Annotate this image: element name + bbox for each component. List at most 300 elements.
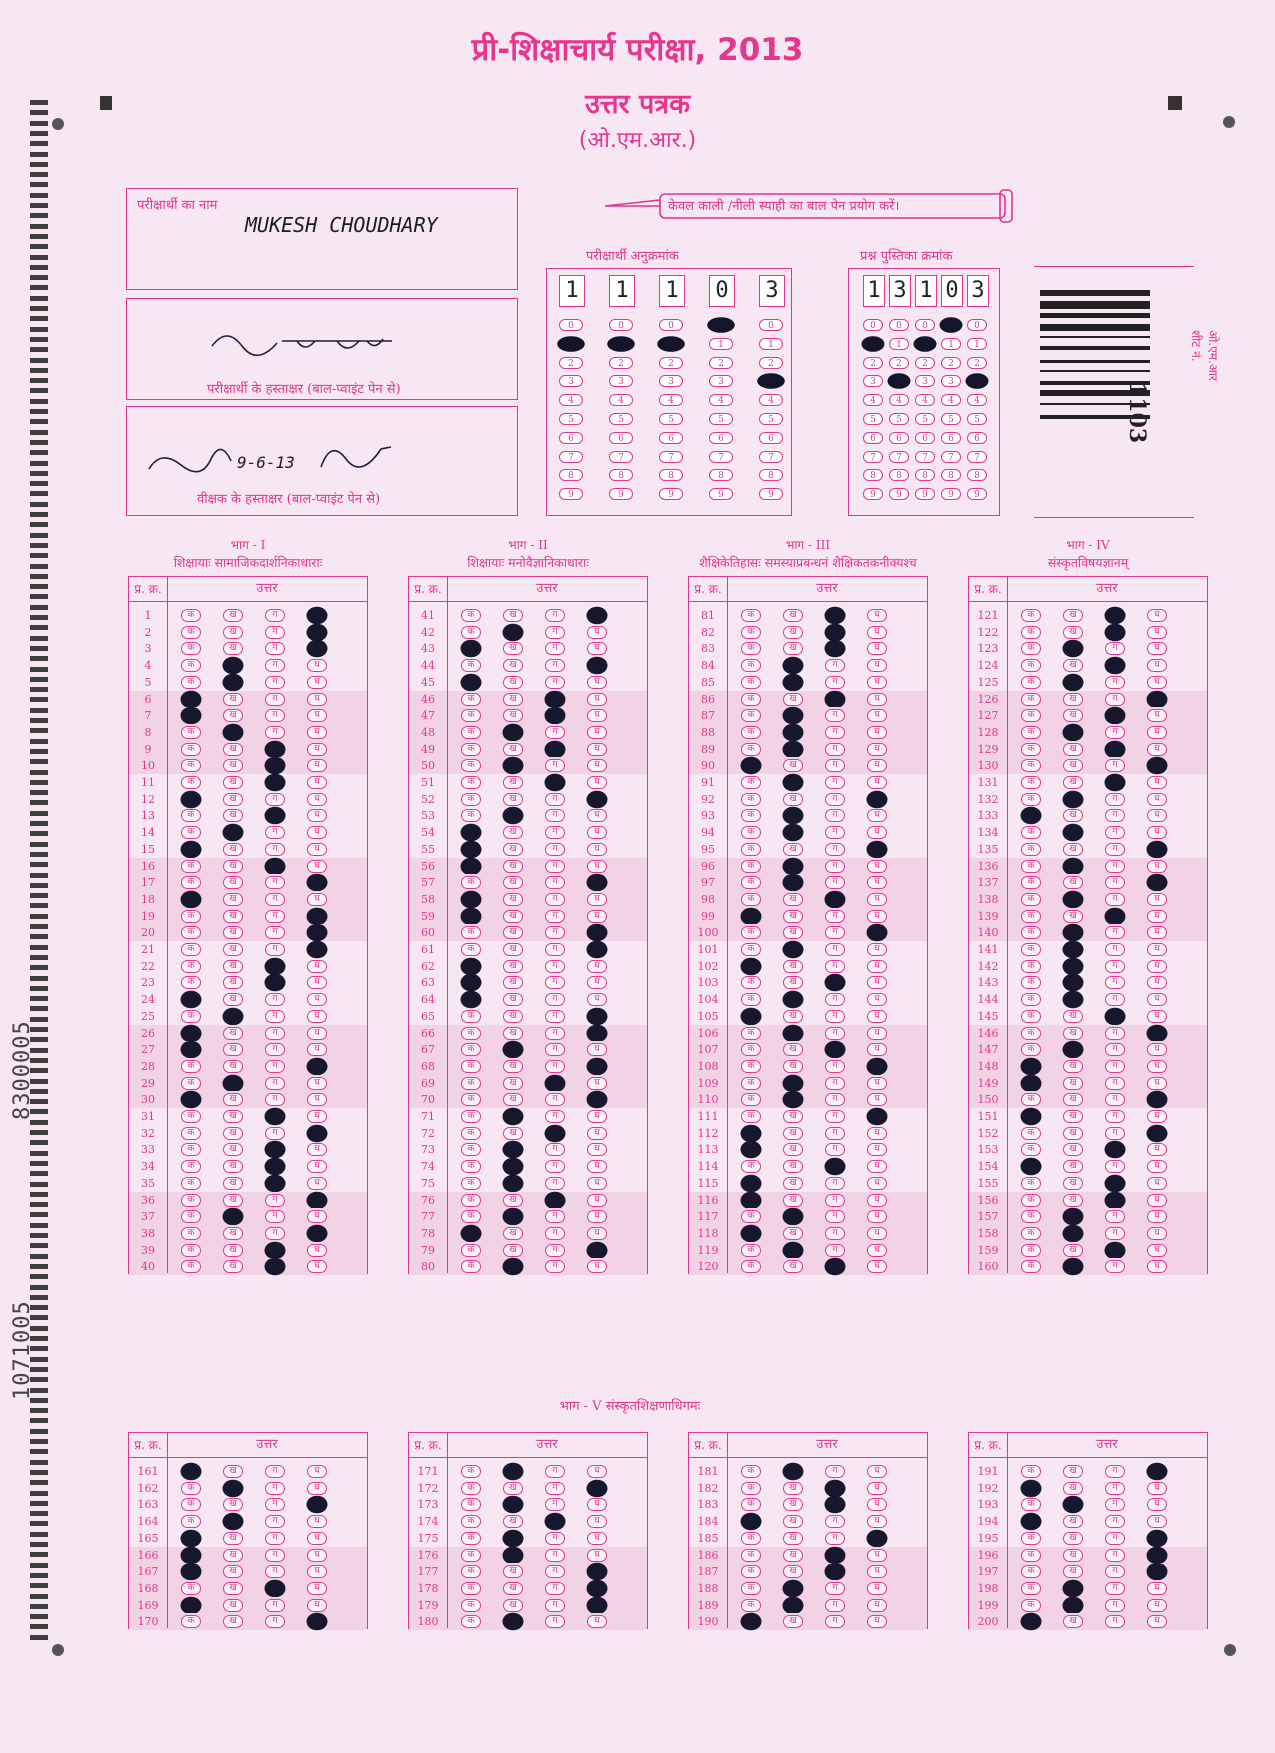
answer-bubble[interactable]: घ xyxy=(307,1058,328,1076)
answer-bubble[interactable]: ग xyxy=(1105,1549,1125,1562)
answer-bubble[interactable]: घ xyxy=(1147,910,1167,923)
answer-bubble[interactable]: क xyxy=(1021,1093,1041,1106)
answer-bubble[interactable]: घ xyxy=(307,676,327,689)
digit-bubble[interactable]: 9 xyxy=(659,488,683,500)
answer-bubble[interactable]: ख xyxy=(503,1060,523,1073)
digit-bubble[interactable]: 2 xyxy=(941,357,961,369)
answer-bubble[interactable]: ग xyxy=(265,1465,285,1478)
answer-bubble[interactable]: क xyxy=(461,1194,481,1207)
answer-bubble[interactable]: घ xyxy=(1147,1582,1167,1595)
answer-bubble[interactable]: क xyxy=(741,1093,761,1106)
digit-bubble[interactable]: 6 xyxy=(609,432,633,444)
answer-bubble[interactable]: ख xyxy=(783,707,804,725)
answer-bubble[interactable]: ग xyxy=(545,1565,565,1578)
answer-bubble[interactable]: क xyxy=(741,1077,761,1090)
digit-bubble[interactable]: 3 xyxy=(559,375,583,387)
answer-bubble[interactable]: ग xyxy=(265,1580,286,1598)
answer-bubble[interactable]: ग xyxy=(1105,1260,1125,1273)
answer-bubble[interactable]: ख xyxy=(783,857,804,875)
answer-bubble[interactable]: ख xyxy=(223,1513,244,1531)
answer-bubble[interactable]: घ xyxy=(1147,1463,1168,1481)
digit-bubble[interactable]: 8 xyxy=(659,469,683,481)
answer-bubble[interactable]: ग xyxy=(1105,943,1125,956)
answer-bubble[interactable]: क xyxy=(461,809,481,822)
answer-bubble[interactable]: क xyxy=(1021,876,1041,889)
answer-bubble[interactable]: ख xyxy=(783,991,804,1009)
digit-bubble[interactable]: 6 xyxy=(915,432,935,444)
answer-bubble[interactable]: घ xyxy=(1147,1546,1168,1564)
answer-bubble[interactable]: ख xyxy=(783,1532,803,1545)
answer-bubble[interactable]: क xyxy=(1021,843,1041,856)
answer-bubble[interactable]: क xyxy=(1021,1244,1041,1257)
answer-bubble[interactable]: ख xyxy=(223,759,243,772)
digit-bubble[interactable]: 2 xyxy=(559,357,583,369)
answer-bubble[interactable]: ग xyxy=(1105,726,1125,739)
digit-bubble[interactable]: 3 xyxy=(915,375,935,387)
answer-bubble[interactable]: ख xyxy=(1063,1482,1083,1495)
answer-bubble[interactable]: ख xyxy=(223,976,243,989)
answer-bubble[interactable]: घ xyxy=(587,657,608,675)
answer-bubble[interactable]: ग xyxy=(265,1010,285,1023)
answer-bubble[interactable]: ख xyxy=(223,1160,243,1173)
answer-bubble[interactable]: ख xyxy=(223,724,244,742)
answer-bubble[interactable]: ग xyxy=(825,809,845,822)
answer-bubble[interactable]: ग xyxy=(545,1110,565,1123)
digit-bubble[interactable]: 3 xyxy=(757,374,785,390)
answer-bubble[interactable]: ख xyxy=(1063,1027,1083,1040)
answer-bubble[interactable]: ख xyxy=(223,960,243,973)
answer-bubble[interactable]: ख xyxy=(503,807,524,825)
answer-bubble[interactable]: क xyxy=(461,907,482,925)
answer-bubble[interactable]: घ xyxy=(587,1580,608,1598)
answer-bubble[interactable]: घ xyxy=(1147,960,1167,973)
answer-bubble[interactable]: घ xyxy=(867,790,888,808)
answer-bubble[interactable]: ग xyxy=(825,891,846,909)
answer-bubble[interactable]: घ xyxy=(867,1043,887,1056)
answer-bubble[interactable]: ख xyxy=(223,1194,243,1207)
answer-bubble[interactable]: ग xyxy=(825,843,845,856)
digit-bubble[interactable]: 5 xyxy=(559,413,583,425)
answer-bubble[interactable]: क xyxy=(461,1582,481,1595)
answer-bubble[interactable]: क xyxy=(181,1127,201,1140)
answer-bubble[interactable]: घ xyxy=(307,1496,328,1514)
answer-bubble[interactable]: घ xyxy=(867,709,887,722)
answer-bubble[interactable]: क xyxy=(181,776,201,789)
answer-bubble[interactable]: घ xyxy=(587,676,607,689)
answer-bubble[interactable]: ग xyxy=(1105,893,1125,906)
answer-bubble[interactable]: घ xyxy=(307,759,327,772)
answer-bubble[interactable]: ख xyxy=(1063,924,1084,942)
answer-bubble[interactable]: घ xyxy=(867,1027,887,1040)
answer-bubble[interactable]: घ xyxy=(867,1615,887,1628)
answer-bubble[interactable]: घ xyxy=(587,709,607,722)
answer-bubble[interactable]: घ xyxy=(307,607,328,625)
answer-bubble[interactable]: घ xyxy=(587,607,608,625)
answer-bubble[interactable]: ख xyxy=(1063,743,1083,756)
digit-bubble[interactable]: 5 xyxy=(967,413,987,425)
answer-bubble[interactable]: क xyxy=(181,1515,201,1528)
answer-bubble[interactable]: ग xyxy=(265,826,285,839)
digit-bubble[interactable]: 4 xyxy=(863,394,883,406)
answer-bubble[interactable]: ग xyxy=(1105,657,1126,675)
answer-bubble[interactable]: ग xyxy=(545,1465,565,1478)
answer-bubble[interactable]: घ xyxy=(867,876,887,889)
answer-bubble[interactable]: क xyxy=(181,707,202,725)
answer-bubble[interactable]: ग xyxy=(545,1582,565,1595)
answer-bubble[interactable]: ग xyxy=(1105,976,1125,989)
answer-bubble[interactable]: घ xyxy=(1147,926,1167,939)
answer-bubble[interactable]: घ xyxy=(587,1260,607,1273)
answer-bubble[interactable]: ग xyxy=(265,1108,286,1126)
answer-bubble[interactable]: घ xyxy=(867,1010,887,1023)
answer-bubble[interactable]: ग xyxy=(265,957,286,975)
answer-bubble[interactable]: क xyxy=(1021,1565,1041,1578)
digit-bubble[interactable]: 2 xyxy=(709,357,733,369)
answer-bubble[interactable]: ग xyxy=(1105,826,1125,839)
answer-bubble[interactable]: ग xyxy=(825,1465,845,1478)
answer-bubble[interactable]: घ xyxy=(307,793,327,806)
answer-bubble[interactable]: ग xyxy=(265,1482,285,1495)
digit-bubble[interactable]: 1 xyxy=(914,336,937,352)
answer-bubble[interactable]: ख xyxy=(503,943,523,956)
digit-bubble[interactable]: 6 xyxy=(889,432,909,444)
answer-bubble[interactable]: घ xyxy=(867,1599,887,1612)
answer-bubble[interactable]: ख xyxy=(1063,790,1084,808)
answer-bubble[interactable]: ग xyxy=(825,960,845,973)
answer-bubble[interactable]: क xyxy=(461,1110,481,1123)
answer-bubble[interactable]: ख xyxy=(503,709,523,722)
answer-bubble[interactable]: ग xyxy=(545,1244,565,1257)
answer-bubble[interactable]: घ xyxy=(307,1482,327,1495)
answer-bubble[interactable]: घ xyxy=(867,1108,888,1126)
answer-bubble[interactable]: ग xyxy=(825,1027,845,1040)
answer-bubble[interactable]: ख xyxy=(503,876,523,889)
answer-bubble[interactable]: ख xyxy=(1063,809,1083,822)
answer-bubble[interactable]: क xyxy=(181,642,201,655)
answer-bubble[interactable]: ख xyxy=(1063,1060,1083,1073)
answer-bubble[interactable]: क xyxy=(1021,1127,1041,1140)
answer-bubble[interactable]: ख xyxy=(503,1613,524,1631)
answer-bubble[interactable]: क xyxy=(461,726,481,739)
answer-bubble[interactable]: ख xyxy=(1063,1244,1083,1257)
answer-bubble[interactable]: ख xyxy=(503,1027,523,1040)
answer-bubble[interactable]: ग xyxy=(545,1260,565,1273)
answer-bubble[interactable]: ख xyxy=(223,993,243,1006)
answer-bubble[interactable]: ग xyxy=(1105,1465,1125,1478)
answer-bubble[interactable]: क xyxy=(741,826,761,839)
answer-bubble[interactable]: ख xyxy=(503,1077,523,1090)
answer-bubble[interactable]: ग xyxy=(1105,642,1125,655)
answer-bubble[interactable]: घ xyxy=(307,893,327,906)
answer-bubble[interactable]: क xyxy=(181,1463,202,1481)
answer-bubble[interactable]: ख xyxy=(783,1010,803,1023)
answer-bubble[interactable]: ग xyxy=(1105,774,1126,792)
digit-bubble[interactable]: 0 xyxy=(863,319,883,331)
answer-bubble[interactable]: ग xyxy=(545,1615,565,1628)
answer-bubble[interactable]: क xyxy=(181,1615,201,1628)
answer-bubble[interactable]: क xyxy=(1021,976,1041,989)
answer-bubble[interactable]: ग xyxy=(825,1599,845,1612)
answer-bubble[interactable]: घ xyxy=(1147,642,1167,655)
answer-bubble[interactable]: ग xyxy=(825,743,845,756)
answer-bubble[interactable]: क xyxy=(741,893,761,906)
answer-bubble[interactable]: घ xyxy=(587,1615,607,1628)
answer-bubble[interactable]: घ xyxy=(587,1563,608,1581)
answer-bubble[interactable]: ग xyxy=(1105,793,1125,806)
answer-bubble[interactable]: क xyxy=(1021,860,1041,873)
answer-bubble[interactable]: घ xyxy=(307,809,327,822)
answer-bubble[interactable]: ग xyxy=(265,740,286,758)
answer-bubble[interactable]: क xyxy=(181,1530,202,1548)
answer-bubble[interactable]: ख xyxy=(783,1177,803,1190)
answer-bubble[interactable]: ग xyxy=(825,640,846,658)
answer-bubble[interactable]: ख xyxy=(1063,640,1084,658)
answer-bubble[interactable]: ग xyxy=(265,1498,285,1511)
answer-bubble[interactable]: क xyxy=(181,1091,202,1109)
answer-bubble[interactable]: क xyxy=(741,957,762,975)
answer-bubble[interactable]: घ xyxy=(587,1210,607,1223)
answer-bubble[interactable]: ख xyxy=(783,609,803,622)
digit-bubble[interactable]: 8 xyxy=(559,469,583,481)
answer-bubble[interactable]: क xyxy=(181,1210,201,1223)
answer-bubble[interactable]: ग xyxy=(1105,843,1125,856)
answer-bubble[interactable]: ग xyxy=(825,659,845,672)
answer-bubble[interactable]: ख xyxy=(783,893,803,906)
answer-bubble[interactable]: क xyxy=(461,609,481,622)
answer-bubble[interactable]: ग xyxy=(265,1549,285,1562)
answer-bubble[interactable]: घ xyxy=(867,893,887,906)
digit-bubble[interactable]: 9 xyxy=(967,488,987,500)
answer-bubble[interactable]: घ xyxy=(587,809,607,822)
answer-bubble[interactable]: घ xyxy=(1147,726,1167,739)
answer-bubble[interactable]: क xyxy=(741,609,761,622)
answer-bubble[interactable]: घ xyxy=(1147,943,1167,956)
answer-bubble[interactable]: क xyxy=(1021,1227,1041,1240)
answer-bubble[interactable]: घ xyxy=(1147,757,1168,775)
answer-bubble[interactable]: ग xyxy=(265,1175,286,1193)
answer-bubble[interactable]: ग xyxy=(545,1513,566,1531)
answer-bubble[interactable]: ख xyxy=(503,993,523,1006)
answer-bubble[interactable]: ख xyxy=(1063,1093,1083,1106)
answer-bubble[interactable]: क xyxy=(181,1596,202,1614)
answer-bubble[interactable]: ग xyxy=(545,1599,565,1612)
answer-bubble[interactable]: क xyxy=(741,926,761,939)
digit-bubble[interactable]: 5 xyxy=(915,413,935,425)
answer-bubble[interactable]: घ xyxy=(587,1515,607,1528)
answer-bubble[interactable]: क xyxy=(741,659,761,672)
digit-bubble[interactable]: 8 xyxy=(863,469,883,481)
digit-bubble[interactable]: 1 xyxy=(607,336,635,352)
answer-bubble[interactable]: घ xyxy=(867,659,887,672)
answer-bubble[interactable]: ग xyxy=(265,693,285,706)
digit-bubble[interactable]: 1 xyxy=(941,338,961,350)
answer-bubble[interactable]: ख xyxy=(783,1615,803,1628)
answer-bubble[interactable]: ग xyxy=(1105,623,1126,641)
answer-bubble[interactable]: ख xyxy=(223,1498,243,1511)
answer-bubble[interactable]: ग xyxy=(1105,1043,1125,1056)
answer-bubble[interactable]: ग xyxy=(545,1043,565,1056)
answer-bubble[interactable]: ग xyxy=(265,609,285,622)
answer-bubble[interactable]: ग xyxy=(825,910,845,923)
answer-bubble[interactable]: घ xyxy=(587,1227,607,1240)
answer-bubble[interactable]: ग xyxy=(545,707,566,725)
answer-bubble[interactable]: घ xyxy=(867,1127,887,1140)
answer-bubble[interactable]: ग xyxy=(825,1244,845,1257)
answer-bubble[interactable]: ख xyxy=(783,1515,803,1528)
answer-bubble[interactable]: ख xyxy=(1063,857,1084,875)
digit-bubble[interactable]: 3 xyxy=(941,375,961,387)
digit-bubble[interactable]: 4 xyxy=(609,394,633,406)
answer-bubble[interactable]: ख xyxy=(1063,1194,1083,1207)
answer-bubble[interactable]: ख xyxy=(503,893,523,906)
answer-bubble[interactable]: ख xyxy=(1063,693,1083,706)
digit-bubble[interactable]: 8 xyxy=(709,469,733,481)
answer-bubble[interactable]: ग xyxy=(1105,676,1125,689)
answer-bubble[interactable]: क xyxy=(741,1599,761,1612)
answer-bubble[interactable]: घ xyxy=(1147,626,1167,639)
digit-bubble[interactable]: 7 xyxy=(915,451,935,463)
answer-bubble[interactable]: क xyxy=(461,824,482,842)
answer-bubble[interactable]: क xyxy=(1021,1010,1041,1023)
digit-bubble[interactable]: 1 xyxy=(862,336,885,352)
answer-bubble[interactable]: ग xyxy=(825,1615,845,1628)
answer-bubble[interactable]: घ xyxy=(587,1498,607,1511)
answer-bubble[interactable]: क xyxy=(181,1244,201,1257)
answer-bubble[interactable]: क xyxy=(741,1160,761,1173)
answer-bubble[interactable]: ग xyxy=(545,926,565,939)
digit-bubble[interactable]: 0 xyxy=(967,319,987,331)
answer-bubble[interactable]: ख xyxy=(223,876,243,889)
digit-bubble[interactable]: 6 xyxy=(559,432,583,444)
answer-bubble[interactable]: क xyxy=(741,743,761,756)
digit-bubble[interactable]: 8 xyxy=(889,469,909,481)
answer-bubble[interactable]: घ xyxy=(867,1160,887,1173)
answer-bubble[interactable]: क xyxy=(181,1077,201,1090)
digit-bubble[interactable]: 5 xyxy=(609,413,633,425)
answer-bubble[interactable]: ग xyxy=(825,1143,845,1156)
answer-bubble[interactable]: ख xyxy=(223,926,243,939)
answer-bubble[interactable]: ख xyxy=(783,642,803,655)
answer-bubble[interactable]: ग xyxy=(545,1498,565,1511)
digit-bubble[interactable]: 2 xyxy=(863,357,883,369)
answer-bubble[interactable]: ख xyxy=(503,757,524,775)
answer-bubble[interactable]: क xyxy=(741,626,761,639)
digit-bubble[interactable]: 9 xyxy=(609,488,633,500)
answer-bubble[interactable]: घ xyxy=(307,1160,327,1173)
answer-bubble[interactable]: घ xyxy=(1147,1177,1167,1190)
answer-bubble[interactable]: घ xyxy=(587,1058,608,1076)
answer-bubble[interactable]: ख xyxy=(783,824,804,842)
answer-bubble[interactable]: ग xyxy=(265,1565,285,1578)
answer-bubble[interactable]: क xyxy=(181,1582,201,1595)
answer-bubble[interactable]: ग xyxy=(265,1210,285,1223)
answer-bubble[interactable]: ग xyxy=(545,726,565,739)
answer-bubble[interactable]: घ xyxy=(587,1043,607,1056)
answer-bubble[interactable]: घ xyxy=(587,790,608,808)
answer-bubble[interactable]: ग xyxy=(545,826,565,839)
answer-bubble[interactable]: घ xyxy=(307,860,327,873)
answer-bubble[interactable]: घ xyxy=(587,1160,607,1173)
answer-bubble[interactable]: घ xyxy=(1147,1091,1168,1109)
answer-bubble[interactable]: घ xyxy=(867,626,887,639)
answer-bubble[interactable]: ख xyxy=(223,1549,243,1562)
answer-bubble[interactable]: घ xyxy=(587,993,607,1006)
answer-bubble[interactable]: ख xyxy=(223,1208,244,1226)
answer-bubble[interactable]: क xyxy=(461,1177,481,1190)
answer-bubble[interactable]: ग xyxy=(825,776,845,789)
digit-bubble[interactable]: 0 xyxy=(659,319,683,331)
answer-bubble[interactable]: ख xyxy=(503,1227,523,1240)
answer-bubble[interactable]: घ xyxy=(1147,1160,1167,1173)
answer-bubble[interactable]: ग xyxy=(545,809,565,822)
answer-bubble[interactable]: ख xyxy=(783,1565,803,1578)
answer-bubble[interactable]: ग xyxy=(545,1074,566,1092)
answer-bubble[interactable]: क xyxy=(461,841,482,859)
answer-bubble[interactable]: ख xyxy=(1063,609,1083,622)
digit-bubble[interactable]: 1 xyxy=(967,338,987,350)
answer-bubble[interactable]: क xyxy=(181,1143,201,1156)
answer-bubble[interactable]: घ xyxy=(867,759,887,772)
answer-bubble[interactable]: ख xyxy=(223,893,243,906)
answer-bubble[interactable]: ग xyxy=(545,976,565,989)
answer-bubble[interactable]: ख xyxy=(783,976,803,989)
answer-bubble[interactable]: क xyxy=(461,857,482,875)
answer-bubble[interactable]: घ xyxy=(307,1010,327,1023)
answer-bubble[interactable]: क xyxy=(181,790,202,808)
answer-bubble[interactable]: क xyxy=(1021,1479,1042,1497)
answer-bubble[interactable]: ख xyxy=(503,642,523,655)
answer-bubble[interactable]: क xyxy=(1021,1532,1041,1545)
answer-bubble[interactable]: ग xyxy=(1105,860,1125,873)
answer-bubble[interactable]: ख xyxy=(1063,974,1084,992)
answer-bubble[interactable]: ग xyxy=(545,843,565,856)
digit-bubble[interactable]: 5 xyxy=(709,413,733,425)
answer-bubble[interactable]: घ xyxy=(587,1143,607,1156)
answer-bubble[interactable]: क xyxy=(1021,910,1041,923)
answer-bubble[interactable]: घ xyxy=(1147,1482,1167,1495)
answer-bubble[interactable]: घ xyxy=(867,826,887,839)
answer-bubble[interactable]: ग xyxy=(1105,1077,1125,1090)
answer-bubble[interactable]: ख xyxy=(223,910,243,923)
answer-bubble[interactable]: ग xyxy=(1105,1160,1125,1173)
answer-bubble[interactable]: ग xyxy=(825,1582,845,1595)
answer-bubble[interactable]: घ xyxy=(867,1530,888,1548)
digit-bubble[interactable]: 3 xyxy=(888,374,911,390)
answer-bubble[interactable]: ग xyxy=(545,1160,565,1173)
answer-bubble[interactable]: घ xyxy=(867,1515,887,1528)
answer-bubble[interactable]: क xyxy=(1021,1498,1041,1511)
answer-bubble[interactable]: घ xyxy=(587,860,607,873)
answer-bubble[interactable]: घ xyxy=(307,640,328,658)
answer-bubble[interactable]: ग xyxy=(545,943,565,956)
answer-bubble[interactable]: ख xyxy=(1063,724,1084,742)
answer-bubble[interactable]: ग xyxy=(545,876,565,889)
answer-bubble[interactable]: घ xyxy=(307,1225,328,1243)
answer-bubble[interactable]: ग xyxy=(265,1093,285,1106)
answer-bubble[interactable]: ख xyxy=(503,826,523,839)
answer-bubble[interactable]: ख xyxy=(223,793,243,806)
answer-bubble[interactable]: घ xyxy=(1147,1563,1168,1581)
answer-bubble[interactable]: ग xyxy=(825,860,845,873)
digit-bubble[interactable]: 4 xyxy=(941,394,961,406)
answer-bubble[interactable]: क xyxy=(181,991,202,1009)
digit-bubble[interactable]: 6 xyxy=(863,432,883,444)
answer-bubble[interactable]: घ xyxy=(1147,1110,1167,1123)
answer-bubble[interactable]: क xyxy=(741,1482,761,1495)
answer-bubble[interactable]: ख xyxy=(783,1482,803,1495)
answer-bubble[interactable]: क xyxy=(1021,1158,1042,1176)
answer-bubble[interactable]: ग xyxy=(825,1110,845,1123)
